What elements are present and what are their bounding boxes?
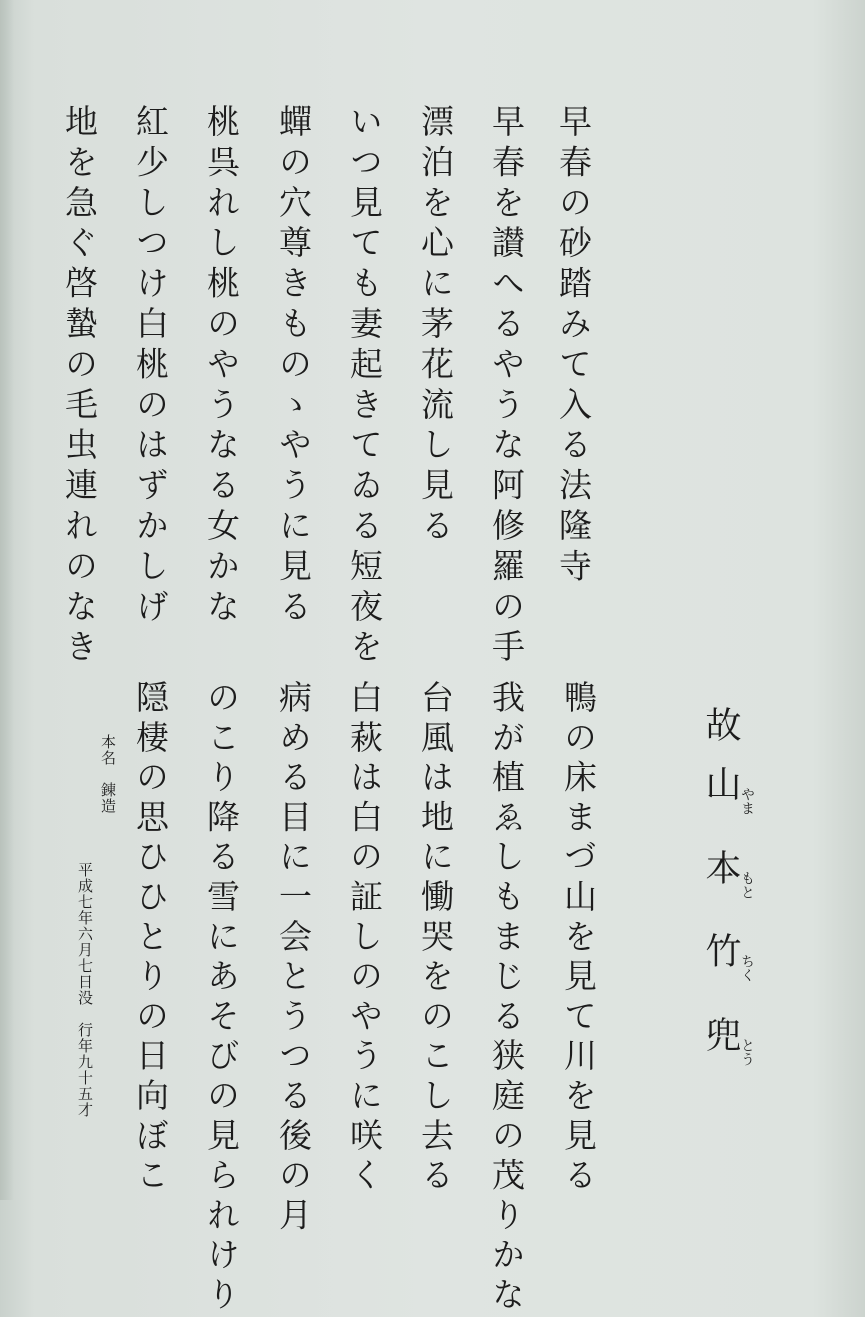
haiku-line: 我が植ゑしもまじる狭庭の茂りかな	[487, 680, 526, 1317]
author-prefix: 故	[700, 706, 741, 742]
haiku-line: 地を急ぐ啓蟄の毛虫連れのなき	[60, 104, 99, 670]
furigana: とう	[739, 1037, 755, 1066]
author-death-note: 平成七年六月七日没 行年九十五才	[76, 862, 94, 1118]
haiku-line: 漂泊を心に茅花流し見る	[416, 104, 455, 549]
furigana: もと	[739, 870, 755, 899]
page-fold-shadow	[0, 0, 14, 1200]
author-name	[700, 706, 755, 1066]
author-char: 山 やま	[700, 765, 755, 816]
haiku-line: 隠棲の思ひひとりの日向ぼこ	[131, 680, 170, 1198]
author-char: 本 もと	[700, 848, 755, 899]
furigana: ちく	[739, 954, 755, 983]
haiku-line: 台風は地に慟哭をのこし去る	[416, 680, 455, 1198]
haiku-line: いつ見ても妻起きてゐる短夜を	[345, 104, 384, 670]
haiku-line: 早春の砂踏みて入る法隆寺	[554, 104, 593, 589]
author-char: 竹 ちく	[700, 932, 755, 983]
haiku-line: 病める目に一会とうつる後の月	[274, 680, 313, 1238]
haiku-line: 早春を讃へるやうな阿修羅の手	[487, 104, 526, 670]
haiku-line: のこり降る雪にあそびの見られけり	[202, 680, 241, 1317]
haiku-line: 鴨の床まづ山を見て川を見る	[559, 680, 598, 1198]
furigana: やま	[739, 787, 755, 816]
haiku-line: 蟬の穴尊きものゝやうに見る	[274, 104, 313, 630]
haiku-line: 白萩は白の証しのやうに咲く	[345, 680, 384, 1198]
haiku-line: 紅少しつけ白桃のはずかしげ	[131, 104, 170, 630]
author-real-name: 本名 錬造	[99, 734, 117, 814]
author-char: 兜 とう	[700, 1015, 755, 1066]
haiku-line: 桃呉れし桃のやうなる女かな	[202, 104, 241, 630]
